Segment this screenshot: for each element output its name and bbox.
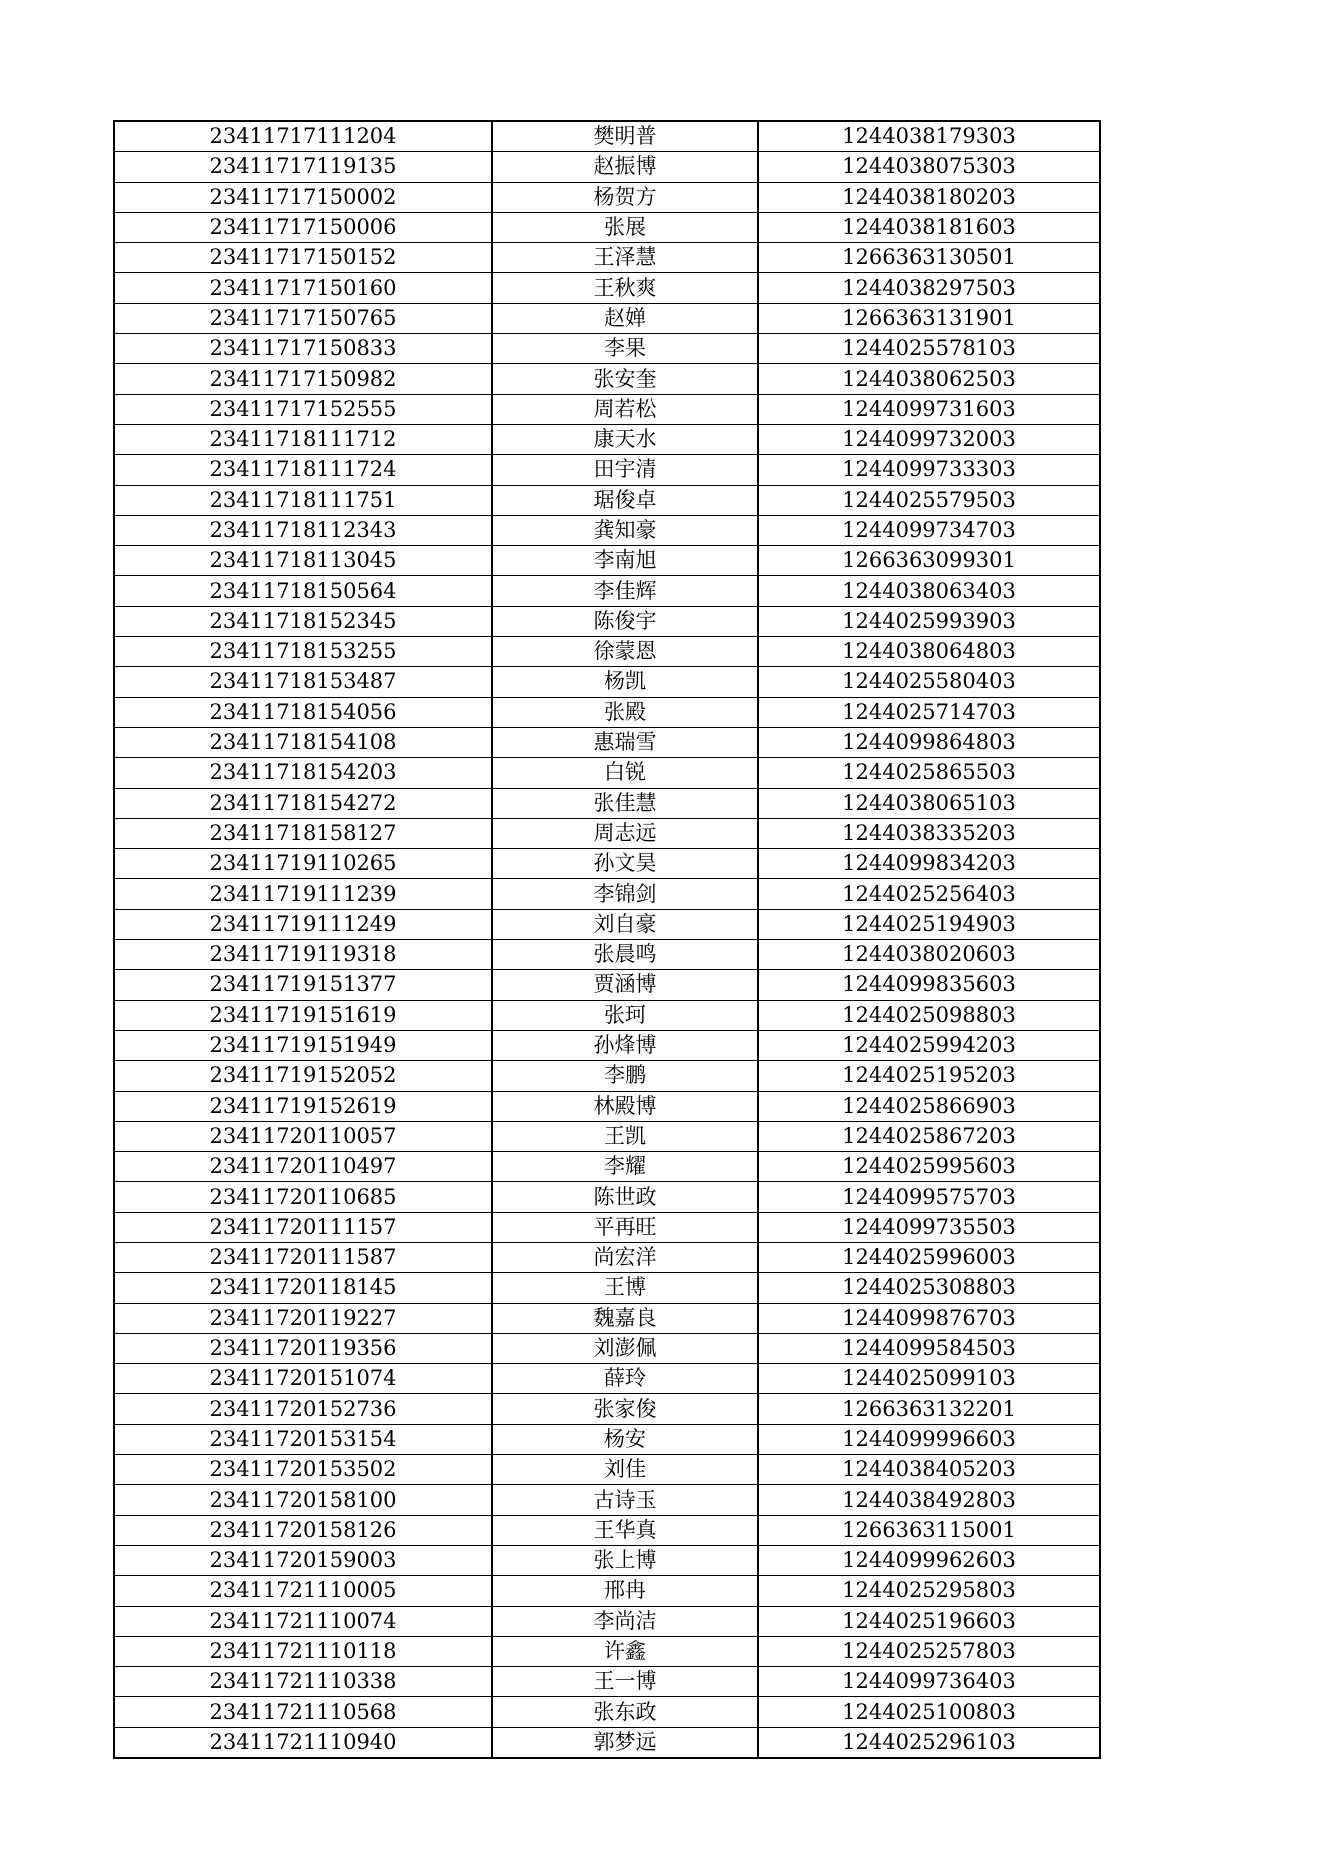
record-code-cell: 1244038062503	[758, 364, 1100, 394]
student-name-cell: 康天水	[492, 424, 758, 454]
table-row	[114, 697, 1100, 727]
exam-number-cell: 23411718153487	[114, 667, 492, 697]
record-code-cell: 1244038179303	[758, 121, 1100, 152]
exam-number-cell: 23411717119135	[114, 152, 492, 182]
table-row	[114, 1667, 1100, 1697]
exam-number-cell: 23411718111724	[114, 455, 492, 485]
exam-number-cell: 23411718154056	[114, 697, 492, 727]
student-name-cell: 尚宏洋	[492, 1242, 758, 1272]
table-row	[114, 1242, 1100, 1272]
student-name-cell: 李耀	[492, 1152, 758, 1182]
exam-number-cell: 23411721110940	[114, 1727, 492, 1758]
exam-number-cell: 23411717152555	[114, 394, 492, 424]
exam-number-cell: 23411719110265	[114, 849, 492, 879]
exam-number-cell: 23411721110074	[114, 1606, 492, 1636]
exam-number-cell: 23411720153154	[114, 1424, 492, 1454]
student-name-cell: 贾涵博	[492, 970, 758, 1000]
exam-number-cell: 23411718153255	[114, 637, 492, 667]
table-row	[114, 940, 1100, 970]
table-row	[114, 273, 1100, 303]
student-name-cell: 赵婵	[492, 303, 758, 333]
record-code-cell: 1244025308803	[758, 1273, 1100, 1303]
student-name-cell: 孙烽博	[492, 1030, 758, 1060]
record-code-cell: 1244038020603	[758, 940, 1100, 970]
record-code-cell: 1244025578103	[758, 334, 1100, 364]
exam-number-cell: 23411719151619	[114, 1000, 492, 1030]
table-row	[114, 1333, 1100, 1363]
student-name-cell: 薛玲	[492, 1364, 758, 1394]
record-code-cell: 1244038065103	[758, 788, 1100, 818]
record-code-cell: 1244099876703	[758, 1303, 1100, 1333]
student-name-cell: 李尚洁	[492, 1606, 758, 1636]
record-code-cell: 1244099835603	[758, 970, 1100, 1000]
table-row	[114, 970, 1100, 1000]
table-row	[114, 1515, 1100, 1545]
record-code-cell: 1244025196603	[758, 1606, 1100, 1636]
exam-number-cell: 23411720110057	[114, 1121, 492, 1151]
student-name-cell: 赵振博	[492, 152, 758, 182]
roster-table	[113, 120, 1101, 1759]
exam-number-cell: 23411720152736	[114, 1394, 492, 1424]
record-code-cell: 1244099575703	[758, 1182, 1100, 1212]
table-row	[114, 1394, 1100, 1424]
exam-number-cell: 23411721110338	[114, 1667, 492, 1697]
exam-number-cell: 23411717150982	[114, 364, 492, 394]
student-name-cell: 张佳慧	[492, 788, 758, 818]
table-row	[114, 849, 1100, 879]
record-code-cell: 1244025194903	[758, 909, 1100, 939]
record-code-cell: 1244025296103	[758, 1727, 1100, 1758]
table-row	[114, 1212, 1100, 1242]
student-name-cell: 龚知豪	[492, 515, 758, 545]
record-code-cell: 1244099731603	[758, 394, 1100, 424]
record-code-cell: 1244025295803	[758, 1576, 1100, 1606]
record-code-cell: 1244025100803	[758, 1697, 1100, 1727]
student-name-cell: 徐蒙恩	[492, 637, 758, 667]
table-row	[114, 1455, 1100, 1485]
table-row	[114, 1545, 1100, 1575]
student-name-cell: 王华真	[492, 1515, 758, 1545]
table-row	[114, 546, 1100, 576]
table-row	[114, 1182, 1100, 1212]
exam-number-cell: 23411721110568	[114, 1697, 492, 1727]
student-name-cell: 杨安	[492, 1424, 758, 1454]
student-name-cell: 孙文昊	[492, 849, 758, 879]
record-code-cell: 1244025195203	[758, 1061, 1100, 1091]
student-name-cell: 杨凯	[492, 667, 758, 697]
exam-number-cell: 23411720158100	[114, 1485, 492, 1515]
student-name-cell: 李鹏	[492, 1061, 758, 1091]
record-code-cell: 1244038492803	[758, 1485, 1100, 1515]
exam-number-cell: 23411718111712	[114, 424, 492, 454]
student-name-cell: 古诗玉	[492, 1485, 758, 1515]
table-row	[114, 121, 1100, 152]
exam-number-cell: 23411717150160	[114, 273, 492, 303]
record-code-cell: 1244099584503	[758, 1333, 1100, 1363]
record-code-cell: 1244025714703	[758, 697, 1100, 727]
student-name-cell: 林殿博	[492, 1091, 758, 1121]
table-row	[114, 303, 1100, 333]
record-code-cell: 1244038075303	[758, 152, 1100, 182]
exam-number-cell: 23411720151074	[114, 1364, 492, 1394]
exam-number-cell: 23411718154203	[114, 758, 492, 788]
student-name-cell: 许鑫	[492, 1636, 758, 1666]
table-row	[114, 606, 1100, 636]
table-row	[114, 788, 1100, 818]
table-row	[114, 637, 1100, 667]
record-code-cell: 1244025866903	[758, 1091, 1100, 1121]
table-row	[114, 758, 1100, 788]
exam-number-cell: 23411719111239	[114, 879, 492, 909]
student-name-cell: 张家俊	[492, 1394, 758, 1424]
student-name-cell: 张展	[492, 212, 758, 242]
exam-number-cell: 23411721110118	[114, 1636, 492, 1666]
exam-number-cell: 23411720111587	[114, 1242, 492, 1272]
table-row	[114, 1303, 1100, 1333]
record-code-cell: 1244038335203	[758, 818, 1100, 848]
student-name-cell: 李南旭	[492, 546, 758, 576]
exam-number-cell: 23411718113045	[114, 546, 492, 576]
table-row	[114, 879, 1100, 909]
exam-number-cell: 23411720153502	[114, 1455, 492, 1485]
table-row	[114, 394, 1100, 424]
student-name-cell: 张殿	[492, 697, 758, 727]
student-name-cell: 杨贺方	[492, 182, 758, 212]
exam-number-cell: 23411720111157	[114, 1212, 492, 1242]
record-code-cell: 1266363132201	[758, 1394, 1100, 1424]
record-code-cell: 1244038064803	[758, 637, 1100, 667]
record-code-cell: 1266363099301	[758, 546, 1100, 576]
student-name-cell: 王博	[492, 1273, 758, 1303]
student-name-cell: 周志远	[492, 818, 758, 848]
student-name-cell: 魏嘉良	[492, 1303, 758, 1333]
table-row	[114, 576, 1100, 606]
exam-number-cell: 23411719152052	[114, 1061, 492, 1091]
record-code-cell: 1244099735503	[758, 1212, 1100, 1242]
exam-number-cell: 23411717150152	[114, 243, 492, 273]
exam-number-cell: 23411718112343	[114, 515, 492, 545]
exam-number-cell: 23411720110497	[114, 1152, 492, 1182]
record-code-cell: 1244025867203	[758, 1121, 1100, 1151]
record-code-cell: 1244025099103	[758, 1364, 1100, 1394]
student-name-cell: 张安奎	[492, 364, 758, 394]
student-name-cell: 张晨鸣	[492, 940, 758, 970]
exam-number-cell: 23411718154272	[114, 788, 492, 818]
record-code-cell: 1266363130501	[758, 243, 1100, 273]
table-row	[114, 152, 1100, 182]
student-name-cell: 张珂	[492, 1000, 758, 1030]
table-row	[114, 818, 1100, 848]
student-name-cell: 王凯	[492, 1121, 758, 1151]
record-code-cell: 1244099732003	[758, 424, 1100, 454]
student-name-cell: 刘澎佩	[492, 1333, 758, 1363]
exam-number-cell: 23411717150833	[114, 334, 492, 364]
table-row	[114, 364, 1100, 394]
exam-number-cell: 23411720119356	[114, 1333, 492, 1363]
record-code-cell: 1244099864803	[758, 727, 1100, 757]
record-code-cell: 1244038405203	[758, 1455, 1100, 1485]
exam-number-cell: 23411717150002	[114, 182, 492, 212]
exam-number-cell: 23411717150765	[114, 303, 492, 333]
student-name-cell: 周若松	[492, 394, 758, 424]
record-code-cell: 1244025579503	[758, 485, 1100, 515]
exam-number-cell: 23411718152345	[114, 606, 492, 636]
student-name-cell: 琚俊卓	[492, 485, 758, 515]
table-row	[114, 1424, 1100, 1454]
student-name-cell: 李果	[492, 334, 758, 364]
exam-number-cell: 23411720119227	[114, 1303, 492, 1333]
table-row	[114, 727, 1100, 757]
record-code-cell: 1244025995603	[758, 1152, 1100, 1182]
record-code-cell: 1244038180203	[758, 182, 1100, 212]
exam-number-cell: 23411719151949	[114, 1030, 492, 1060]
record-code-cell: 1244099733303	[758, 455, 1100, 485]
student-name-cell: 惠瑞雪	[492, 727, 758, 757]
exam-number-cell: 23411718158127	[114, 818, 492, 848]
record-code-cell: 1244025257803	[758, 1636, 1100, 1666]
table-row	[114, 1273, 1100, 1303]
student-name-cell: 田宇清	[492, 455, 758, 485]
table-row	[114, 1030, 1100, 1060]
exam-number-cell: 23411719152619	[114, 1091, 492, 1121]
student-name-cell: 平再旺	[492, 1212, 758, 1242]
student-name-cell: 王泽慧	[492, 243, 758, 273]
record-code-cell: 1244099734703	[758, 515, 1100, 545]
table-row	[114, 667, 1100, 697]
student-name-cell: 樊明普	[492, 121, 758, 152]
exam-number-cell: 23411720158126	[114, 1515, 492, 1545]
roster-table-body	[114, 121, 1100, 1758]
table-row	[114, 1697, 1100, 1727]
student-name-cell: 张上博	[492, 1545, 758, 1575]
student-name-cell: 李锦剑	[492, 879, 758, 909]
table-row	[114, 1152, 1100, 1182]
table-row	[114, 485, 1100, 515]
record-code-cell: 1244025996003	[758, 1242, 1100, 1272]
exam-number-cell: 23411719119318	[114, 940, 492, 970]
table-row	[114, 1364, 1100, 1394]
record-code-cell: 1266363115001	[758, 1515, 1100, 1545]
record-code-cell: 1244025098803	[758, 1000, 1100, 1030]
exam-number-cell: 23411720110685	[114, 1182, 492, 1212]
student-name-cell: 王秋爽	[492, 273, 758, 303]
record-code-cell: 1244099996603	[758, 1424, 1100, 1454]
exam-number-cell: 23411717111204	[114, 121, 492, 152]
record-code-cell: 1266363131901	[758, 303, 1100, 333]
table-row	[114, 424, 1100, 454]
record-code-cell: 1244038063403	[758, 576, 1100, 606]
table-row	[114, 182, 1100, 212]
student-name-cell: 陈世政	[492, 1182, 758, 1212]
record-code-cell: 1244099736403	[758, 1667, 1100, 1697]
exam-number-cell: 23411718154108	[114, 727, 492, 757]
student-name-cell: 张东政	[492, 1697, 758, 1727]
table-row	[114, 515, 1100, 545]
table-row	[114, 1727, 1100, 1758]
record-code-cell: 1244025256403	[758, 879, 1100, 909]
table-row	[114, 1000, 1100, 1030]
exam-number-cell: 23411720118145	[114, 1273, 492, 1303]
student-name-cell: 刘佳	[492, 1455, 758, 1485]
table-row	[114, 1091, 1100, 1121]
table-row	[114, 455, 1100, 485]
table-row	[114, 1061, 1100, 1091]
student-name-cell: 郭梦远	[492, 1727, 758, 1758]
record-code-cell: 1244038181603	[758, 212, 1100, 242]
student-name-cell: 白锐	[492, 758, 758, 788]
record-code-cell: 1244025994203	[758, 1030, 1100, 1060]
table-row	[114, 1636, 1100, 1666]
student-name-cell: 刘自豪	[492, 909, 758, 939]
student-name-cell: 李佳辉	[492, 576, 758, 606]
student-name-cell: 王一博	[492, 1667, 758, 1697]
student-name-cell: 邢冉	[492, 1576, 758, 1606]
exam-number-cell: 23411719151377	[114, 970, 492, 1000]
student-name-cell: 陈俊宇	[492, 606, 758, 636]
record-code-cell: 1244099834203	[758, 849, 1100, 879]
exam-number-cell: 23411718111751	[114, 485, 492, 515]
exam-number-cell: 23411718150564	[114, 576, 492, 606]
table-row	[114, 334, 1100, 364]
record-code-cell: 1244025865503	[758, 758, 1100, 788]
table-row	[114, 1576, 1100, 1606]
exam-number-cell: 23411721110005	[114, 1576, 492, 1606]
record-code-cell: 1244025993903	[758, 606, 1100, 636]
exam-number-cell: 23411719111249	[114, 909, 492, 939]
record-code-cell: 1244099962603	[758, 1545, 1100, 1575]
table-row	[114, 909, 1100, 939]
exam-number-cell: 23411717150006	[114, 212, 492, 242]
record-code-cell: 1244025580403	[758, 667, 1100, 697]
table-row	[114, 212, 1100, 242]
table-row	[114, 1121, 1100, 1151]
exam-number-cell: 23411720159003	[114, 1545, 492, 1575]
table-row	[114, 243, 1100, 273]
table-row	[114, 1606, 1100, 1636]
record-code-cell: 1244038297503	[758, 273, 1100, 303]
table-row	[114, 1485, 1100, 1515]
